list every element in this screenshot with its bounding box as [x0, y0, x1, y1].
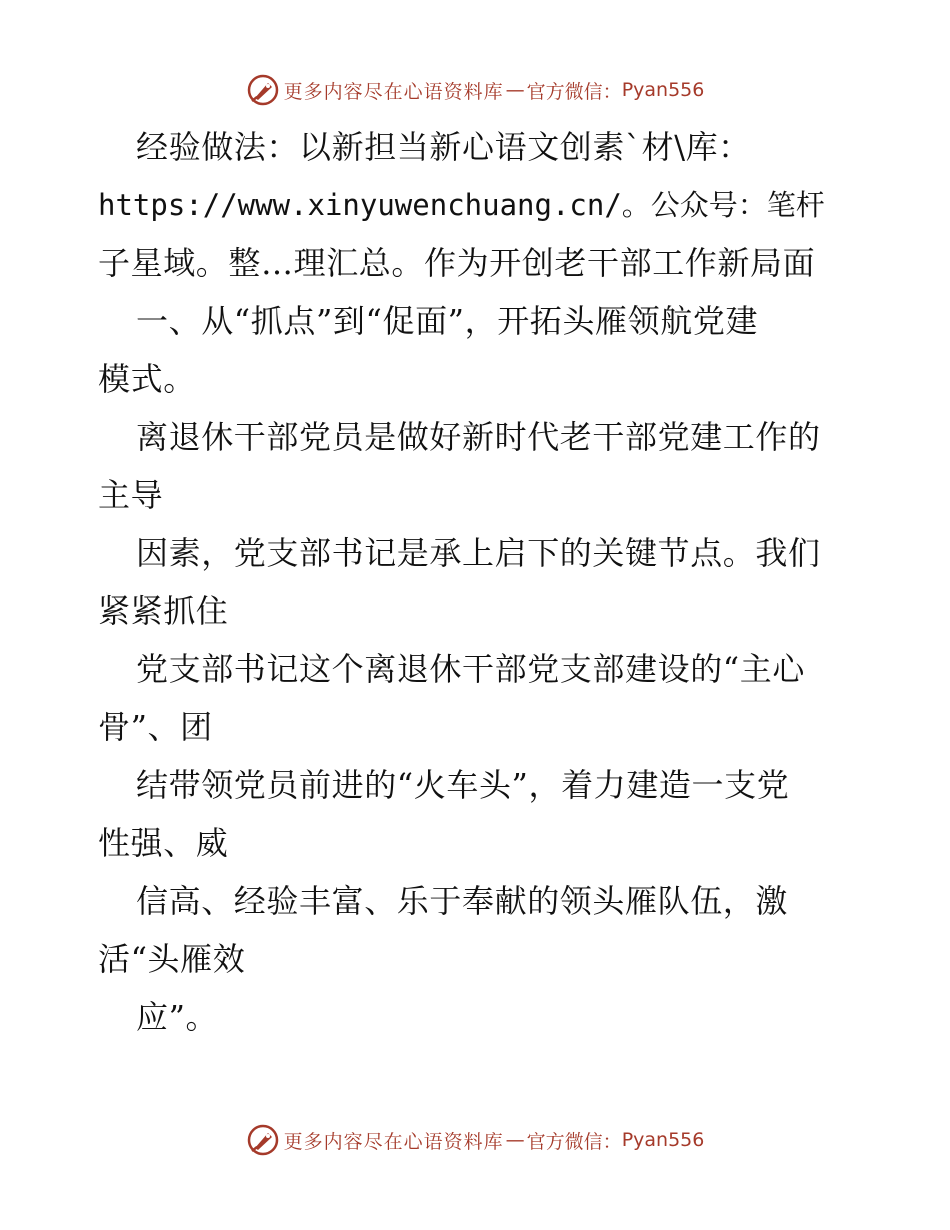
- header-wechat-label: 官方微信：: [526, 80, 622, 103]
- body-line: 经验做法：以新担当新心语文创素`材\库：: [136, 128, 751, 166]
- footer-site-text: 更多内容尽在心语资料库: [283, 1130, 504, 1153]
- body-line: 模式。: [98, 360, 196, 398]
- header-wechat-id: Pyan556: [621, 79, 705, 101]
- body-line: 主导: [98, 476, 164, 514]
- body-line: 活“头雁效: [98, 940, 246, 978]
- body-line: 离退休干部党员是做好新时代老干部党建工作的: [136, 418, 821, 456]
- body-line: 骨”、团: [98, 708, 213, 746]
- pen-nib-logo-icon: [246, 73, 280, 107]
- footer-dash: —: [505, 1129, 525, 1151]
- document-body: [98, 118, 853, 1046]
- header-banner: [0, 70, 950, 110]
- pen-nib-logo-icon: [246, 1123, 280, 1157]
- footer-wechat-label: 官方微信：: [526, 1130, 622, 1153]
- body-line: 紧紧抓住: [98, 592, 229, 630]
- footer-wechat-id: Pyan556: [621, 1129, 705, 1151]
- footer-banner: [0, 1120, 950, 1160]
- body-line: 因素，党支部书记是承上启下的关键节点。我们: [136, 534, 821, 572]
- section-heading: 一、从“抓点”到“促面”，开拓头雁领航党建: [136, 302, 759, 340]
- body-line: 信高、经验丰富、乐于奉献的领头雁队伍，激: [136, 882, 789, 920]
- body-line: 性强、威: [98, 824, 229, 862]
- header-dash: —: [505, 79, 525, 101]
- body-line: 子星域。整…理汇总。作为开创老干部工作新局面: [98, 244, 816, 282]
- header-site-text: 更多内容尽在心语资料库: [283, 80, 504, 103]
- body-line: 结带领党员前进的“火车头”，着力建造一支党: [136, 766, 790, 804]
- body-line-url: https://www.xinyuwenchuang.cn/。公众号：笔杆: [98, 188, 825, 222]
- body-line: 党支部书记这个离退休干部党支部建设的“主心: [136, 650, 805, 688]
- body-line: 应”。: [136, 998, 219, 1036]
